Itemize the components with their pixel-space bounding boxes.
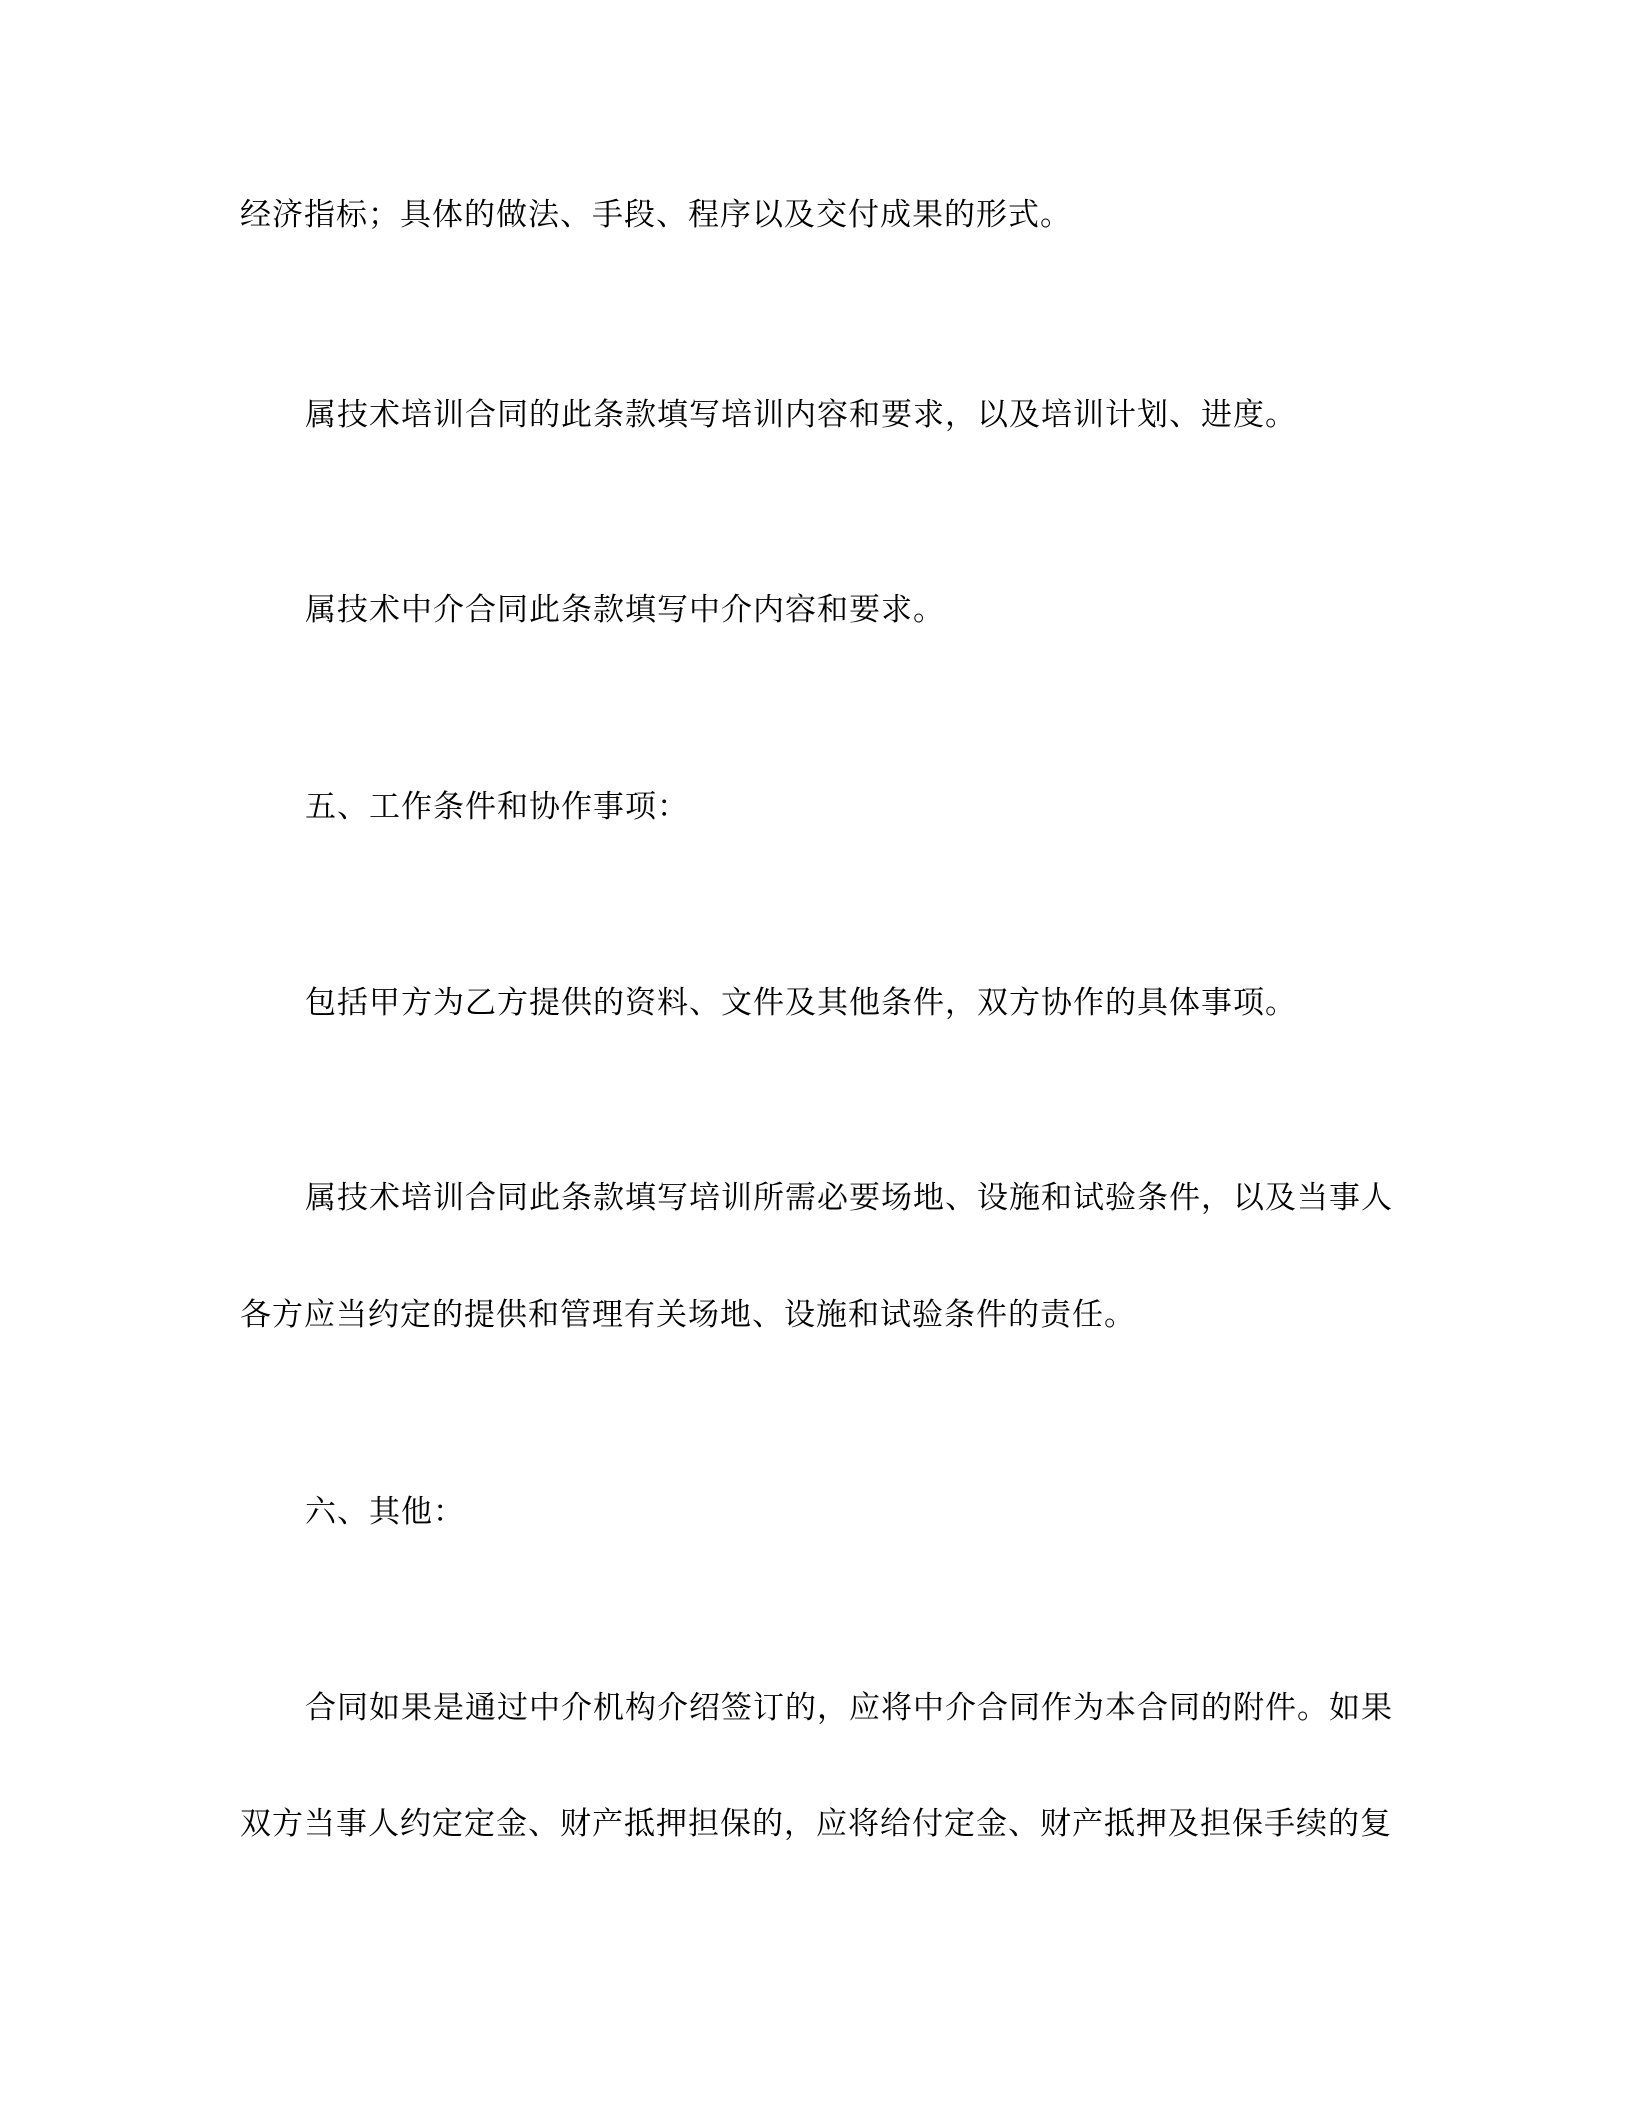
text-line: 合同如果是通过中介机构介绍签订的，应将中介合同作为本合同的附件。如果 [305,1690,1393,1726]
section-heading: 六、其他： [305,1494,465,1530]
section-heading: 五、工作条件和协作事项： [305,789,689,825]
text-line: 属技术培训合同的此条款填写培训内容和要求，以及培训计划、进度。 [305,397,1297,433]
text-line: 各方应当约定的提供和管理有关场地、设施和试验条件的责任。 [240,1297,1136,1333]
text-line: 属技术培训合同此条款填写培训所需必要场地、设施和试验条件，以及当事人 [305,1180,1393,1216]
text-line: 属技术中介合同此条款填写中介内容和要求。 [305,592,945,628]
text-line: 经济指标；具体的做法、手段、程序以及交付成果的形式。 [240,197,1072,233]
text-line: 包括甲方为乙方提供的资料、文件及其他条件，双方协作的具体事项。 [305,985,1297,1021]
text-line: 双方当事人约定定金、财产抵押担保的，应将给付定金、财产抵押及担保手续的复 [240,1806,1392,1842]
